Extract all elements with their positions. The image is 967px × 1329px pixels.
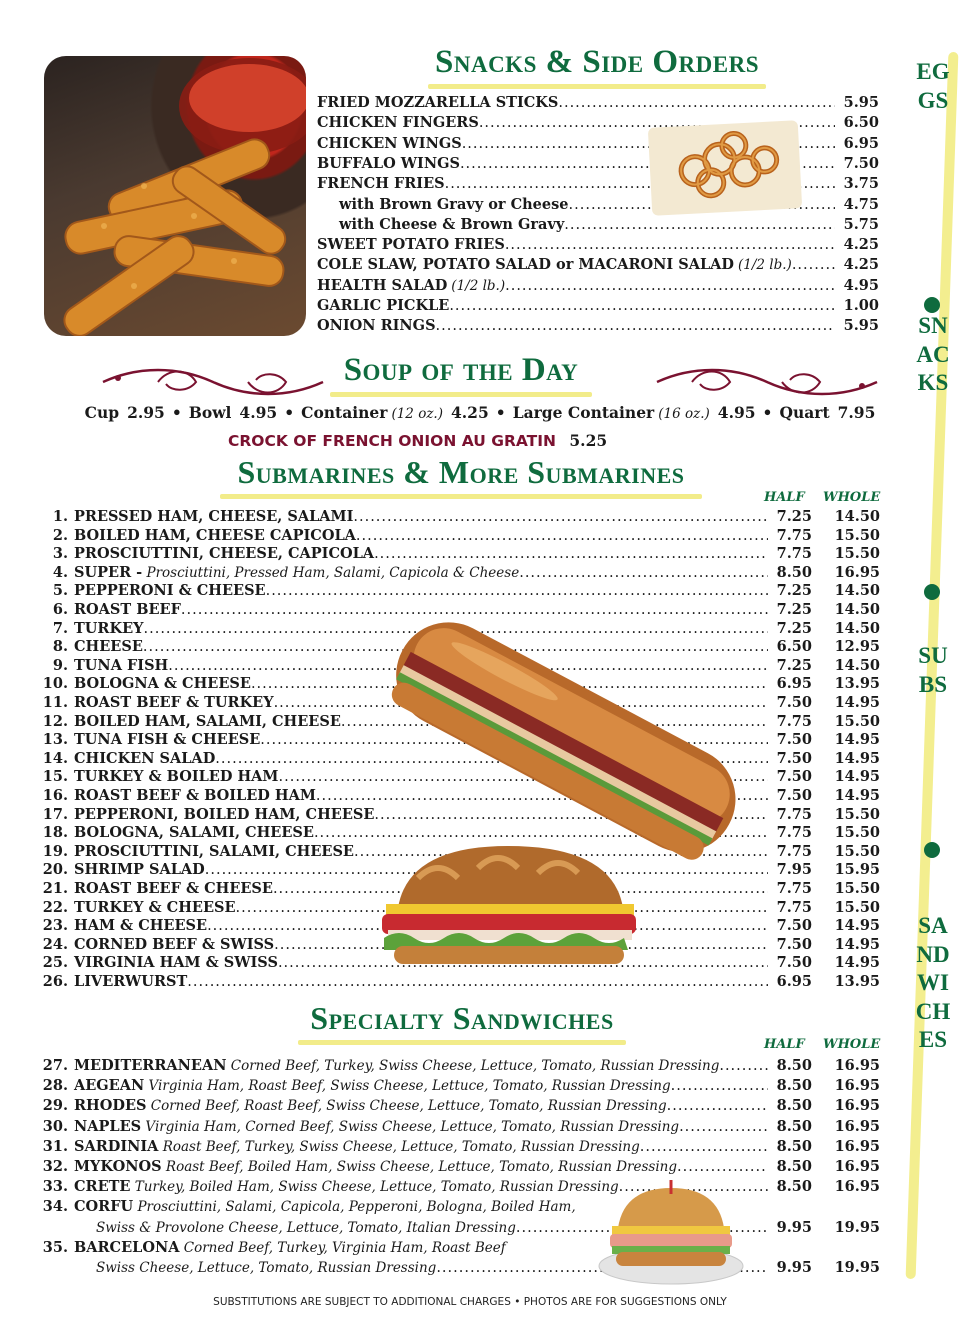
snack-price: 5.95 [843,94,879,111]
whole-price: 16.95 [834,1178,880,1196]
right-flourish-ornament [652,364,882,400]
half-price: 8.50 [776,1178,812,1196]
item-number: 20. [42,861,68,879]
snack-item [317,94,879,114]
subs-title: Submarines & More Submarines [237,454,685,490]
item-name: CRETE [74,1178,131,1196]
whole-price: 16.95 [834,1057,880,1074]
item-number: 18. [42,824,68,842]
half-price: 6.50 [776,638,812,656]
soup-heading [330,352,592,389]
sidebar-word-eggs: EGGS [916,59,950,113]
leader-dots [519,565,768,581]
item-description: Roast Beef, Turkey, Swiss Cheese, Lettuce, Tomato, Russian Dressing [158,1138,640,1155]
half-price: 7.75 [776,805,812,823]
half-price: 7.75 [776,545,812,563]
subs-item [40,545,880,565]
half-price: 8.50 [776,1097,812,1115]
soup-separator: • [171,403,182,422]
subs-col-whole: WHOLE [823,490,881,505]
half-price: 7.50 [776,749,812,767]
snack-note: (1/2 lb.) [451,277,506,294]
item-number: 19. [42,842,68,860]
specialty-title: Specialty Sandwiches [310,1000,614,1036]
item-name: VIRGINIA HAM & SWISS [74,954,278,972]
submarine-sandwich-photo [372,600,762,870]
snack-item [317,277,879,297]
item-number: 1. [52,508,68,525]
half-price: 8.50 [776,1057,812,1074]
snack-price: 5.95 [843,317,879,335]
item-name: TURKEY & CHEESE [74,898,236,916]
specialty-item [40,1057,880,1077]
item-name: PEPPERONI & CHEESE [74,582,266,600]
soup-separator: • [762,403,773,422]
whole-price: 16.95 [834,1097,880,1115]
item-number: 34. [42,1198,68,1216]
item-number: 24. [42,935,68,953]
item-name: BOLOGNA & CHEESE [74,675,251,693]
item-name: SHRIMP SALAD [74,861,205,879]
item-description: Prosciuttini, Salami, Capicola, Pepperoni, Bologna, Boiled Ham, [133,1199,576,1216]
leader-dots [374,546,768,562]
item-number: 13. [42,731,68,749]
whole-price: 15.50 [834,842,880,860]
half-price: 7.75 [776,898,812,916]
whole-price: 14.50 [834,619,880,637]
snack-name: GARLIC PICKLE [317,297,450,314]
snack-name: SWEET POTATO FRIES [317,236,505,254]
item-name: TURKEY [74,619,144,637]
whole-price: 15.50 [834,824,880,842]
item-number: 29. [42,1097,68,1115]
item-name: LIVERWURST [74,973,188,990]
half-price: 7.50 [776,731,812,749]
item-name: PEPPERONI, BOILED HAM, CHEESE [74,805,375,823]
specialty-item [40,1198,880,1218]
item-number: 22. [42,898,68,916]
item-name: PROSCIUTTINI, CHEESE, CAPICOLA [74,545,375,563]
specialty-item-continued [40,1219,880,1239]
snack-name: with Brown Gravy or Cheese [339,195,569,213]
item-description: Roast Beef, Boiled Ham, Swiss Cheese, Lettuce, Tomato, Russian Dressing [161,1159,678,1175]
half-price: 8.50 [776,563,812,581]
whole-price: 14.50 [834,601,880,618]
whole-price: 16.95 [834,1158,880,1175]
snack-price: 4.95 [843,276,879,294]
subs-item [40,527,880,547]
half-price: 7.50 [776,917,812,935]
item-description: Prosciuttini, Pressed Ham, Salami, Capicola & Cheese [142,564,520,581]
leader-dots [640,1139,768,1155]
snack-item [317,317,879,337]
specialty-list [40,1057,880,1282]
left-flourish-ornament [98,364,328,400]
leader-dots [187,974,768,990]
half-price: 7.75 [776,526,812,544]
half-price: 7.25 [776,582,812,600]
half-price: 7.50 [776,954,812,972]
half-price: 8.50 [776,1117,812,1135]
half-price: 6.95 [776,675,812,693]
vertical-sidebar [913,52,953,1279]
leader-dots [564,217,835,233]
snack-name: HEALTH SALAD [317,276,448,294]
specialty-sandwich-photo [596,1178,746,1286]
snack-name: COLE SLAW, POTATO SALAD or MACARONI SALAD [317,256,734,274]
whole-price: 14.95 [834,917,880,935]
item-number: 12. [42,712,68,730]
half-price: 8.50 [776,1137,812,1155]
leader-dots [558,95,835,111]
soup-size-note: (12 oz.) [391,406,443,422]
half-price: 7.75 [776,712,812,730]
whole-price: 13.95 [834,675,880,693]
snacks-title: Snacks & Side Orders [435,44,759,80]
half-price: 7.50 [776,935,812,953]
whole-price: 15.50 [834,526,880,544]
item-number: 28. [42,1077,68,1095]
half-price: 7.95 [776,861,812,879]
item-name: TURKEY & BOILED HAM [74,768,279,786]
leader-dots [449,298,835,314]
seeded-sub-photo [378,838,640,968]
item-number: 17. [42,805,68,823]
soup-title: Soup of the Day [343,352,579,388]
subs-heading [220,454,702,491]
soup-size-price: 4.95 [239,403,278,422]
subs-item [40,508,880,528]
item-number: 21. [42,880,68,897]
whole-price: 14.95 [834,768,880,786]
sidebar-bullet-3 [924,842,940,858]
item-name: TUNA FISH [74,656,169,674]
soup-size-price: 7.95 [837,403,876,422]
item-description: Virginia Ham, Corned Beef, Swiss Cheese, Lettuce, Tomato, Russian Dressing [141,1118,680,1135]
specialty-item [40,1097,880,1117]
snack-price: 5.75 [843,215,879,233]
item-name: CORNED BEEF & SWISS [74,935,275,953]
whole-price: 12.95 [834,638,880,656]
item-name: MYKONOS [74,1158,162,1175]
item-description: Corned Beef, Turkey, Swiss Cheese, Lettuce, Tomato, Russian Dressing [226,1058,720,1074]
leader-dots [792,257,835,273]
item-name: BARCELONA [74,1238,180,1256]
item-name: ROAST BEEF [74,601,181,618]
whole-price: 14.95 [834,935,880,953]
item-number: 23. [42,917,68,935]
soup-size-label: Quart [779,403,830,422]
whole-price: 14.95 [834,749,880,767]
snack-item [317,256,879,276]
half-price: 7.25 [776,508,812,525]
whole-price: 14.95 [834,694,880,711]
item-name: PRESSED HAM, CHEESE, SALAMI [74,508,354,525]
subs-item [40,973,880,993]
half-price: 6.95 [776,973,812,990]
half-price: 9.95 [776,1218,812,1236]
sidebar-bullet-2 [924,584,940,600]
leader-dots [677,1159,768,1175]
specialty-item-continued [40,1259,880,1279]
item-number: 8. [52,638,68,656]
specialty-item [40,1239,880,1259]
subs-col-half: HALF [764,490,805,505]
item-name: TUNA FISH & CHEESE [74,731,261,749]
whole-price: 19.95 [834,1218,880,1236]
snack-name: ONION RINGS [317,317,436,335]
item-name: BOLOGNA, SALAMI, CHEESE [74,824,314,842]
soup-size-label: Cup [84,403,120,422]
whole-price: 14.50 [834,656,880,674]
soup-size-note: (16 oz.) [658,406,710,422]
subs-item [40,564,880,584]
item-number: 25. [42,954,68,972]
onion-rings-photo [648,120,802,216]
half-price: 7.50 [776,694,812,711]
item-name: PROSCIUTTINI, SALAMI, CHEESE [74,842,354,860]
snack-note: (1/2 lb.) [738,257,792,274]
soup-size-price: 4.95 [717,403,756,422]
half-price: 7.75 [776,880,812,897]
leader-dots [353,509,768,525]
item-number: 6. [52,601,68,618]
whole-price: 16.95 [834,1137,880,1155]
leader-dots [436,318,835,334]
whole-price: 16.95 [834,1117,880,1135]
soup-separator: • [495,403,506,422]
whole-price: 15.50 [834,898,880,916]
item-description-line2: Swiss Cheese, Lettuce, Tomato, Russian Dressing [96,1260,437,1276]
specialty-item [40,1077,880,1097]
half-price: 7.25 [776,601,812,618]
item-number: 11. [42,694,68,711]
item-number: 35. [42,1238,68,1256]
item-number: 3. [52,545,68,563]
half-price: 9.95 [776,1259,812,1276]
item-number: 31. [42,1137,68,1155]
specialty-item [40,1118,880,1138]
snacks-heading [428,44,766,81]
whole-price: 16.95 [834,563,880,581]
snack-name: FRENCH FRIES [317,175,445,193]
snack-item [317,216,879,236]
item-number: 5. [52,582,68,600]
item-name: MEDITERRANEAN [74,1057,227,1074]
item-number: 33. [42,1178,68,1196]
whole-price: 15.50 [834,545,880,563]
half-price: 7.25 [776,619,812,637]
soup-price-line [40,403,920,422]
item-number: 16. [42,787,68,804]
item-number: 7. [52,619,68,637]
whole-price: 13.95 [834,973,880,990]
mozzarella-sticks-photo [44,56,306,336]
snack-name: CHICKEN FINGERS [317,114,479,132]
leader-dots [671,1078,768,1094]
item-name: RHODES [74,1097,147,1115]
item-number: 9. [52,656,68,674]
specialty-item [40,1158,880,1178]
item-name: SUPER - [74,563,143,581]
item-number: 2. [52,526,68,544]
item-name: ROAST BEEF & BOILED HAM [74,787,316,804]
whole-price: 15.95 [834,861,880,879]
snack-price: 3.75 [843,175,879,193]
snack-price: 7.50 [843,154,879,172]
item-name: CORFU [74,1198,134,1216]
soup-size-price: 4.25 [451,403,489,422]
leader-dots [679,1119,768,1135]
specialty-col-whole: WHOLE [823,1037,881,1052]
sidebar-word-subs: SUBS [918,643,948,697]
soup-size-label: Large Container [512,403,655,422]
item-name: CHEESE [74,638,143,656]
item-number: 4. [52,563,68,581]
specialty-item [40,1138,880,1158]
leader-dots [356,528,768,544]
item-description: Corned Beef, Turkey, Virginia Ham, Roast Beef [179,1239,506,1256]
snack-price: 4.25 [843,236,879,254]
snack-price: 6.95 [843,134,879,152]
leader-dots [266,583,768,599]
item-name: AEGEAN [74,1077,145,1095]
item-name: BOILED HAM, CHEESE CAPICOLA [74,526,356,544]
snack-price: 4.25 [843,256,879,274]
item-description: Turkey, Boiled Ham, Swiss Cheese, Lettuce, Tomato, Russian Dressing [130,1179,619,1196]
item-name: SARDINIA [74,1137,159,1155]
whole-price: 15.50 [834,712,880,730]
item-number: 10. [42,675,68,693]
leader-dots [667,1098,768,1114]
soup-size-price: 2.95 [127,403,165,422]
whole-price: 14.95 [834,954,880,972]
whole-price: 14.50 [834,508,880,525]
item-name: CHICKEN SALAD [74,749,216,767]
leader-dots [719,1058,768,1074]
item-number: 27. [42,1057,68,1074]
specialty-item [40,1178,880,1198]
half-price: 7.75 [776,842,812,860]
crock-label: CROCK OF FRENCH ONION AU GRATIN [228,432,556,450]
item-description: Corned Beef, Roast Beef, Swiss Cheese, Lettuce, Tomato, Russian Dressing [146,1098,667,1115]
snack-name: FRIED MOZZARELLA STICKS [317,94,559,111]
item-name: NAPLES [74,1117,142,1135]
half-price: 8.50 [776,1158,812,1175]
crock-line [228,431,748,450]
item-name: HAM & CHEESE [74,917,208,935]
whole-price: 14.50 [834,582,880,600]
half-price: 7.50 [776,787,812,804]
whole-price: 15.50 [834,880,880,897]
soup-separator: • [284,403,295,422]
item-name: ROAST BEEF & CHEESE [74,880,273,897]
item-number: 32. [42,1158,68,1175]
item-description: Virginia Ham, Roast Beef, Swiss Cheese, Lettuce, Tomato, Russian Dressing [144,1078,671,1095]
half-price: 7.75 [776,824,812,842]
item-description-line2: Swiss & Provolone Cheese, Lettuce, Tomato, Italian Dressing [96,1219,516,1236]
half-price: 7.50 [776,768,812,786]
sidebar-word-sandwiches: SANDWICHES [915,913,951,1052]
snack-price: 6.50 [843,114,879,132]
half-price: 8.50 [776,1077,812,1095]
whole-price: 15.50 [834,805,880,823]
whole-price: 14.95 [834,787,880,804]
item-number: 14. [42,749,68,767]
snack-price: 4.75 [843,195,879,213]
snack-item [317,297,879,317]
snack-name: BUFFALO WINGS [317,154,460,172]
item-name: ROAST BEEF & TURKEY [74,694,274,711]
soup-size-label: Container [301,403,388,422]
item-number: 15. [42,768,68,786]
item-number: 30. [42,1117,68,1135]
leader-dots [505,278,835,294]
snack-name: with Cheese & Brown Gravy [339,215,565,233]
snack-item [317,236,879,256]
soup-size-label: Bowl [188,403,232,422]
leader-dots [505,237,835,253]
snack-price: 1.00 [843,297,879,314]
crock-price: 5.25 [569,431,608,450]
specialty-col-half: HALF [764,1037,805,1052]
sidebar-bullet-1 [924,297,940,313]
footer-note: SUBSTITUTIONS ARE SUBJECT TO ADDITIONAL CHARGES • PHOTOS ARE FOR SUGGESTIONS ONLY [213,1296,727,1308]
specialty-heading [298,1000,626,1037]
whole-price: 19.95 [834,1259,880,1276]
item-name: BOILED HAM, SALAMI, CHEESE [74,712,341,730]
item-number: 26. [42,973,68,990]
whole-price: 14.95 [834,731,880,749]
sidebar-word-snacks: SNACKS [916,313,950,395]
snack-name: CHICKEN WINGS [317,134,462,152]
half-price: 7.25 [776,656,812,674]
whole-price: 16.95 [834,1077,880,1095]
